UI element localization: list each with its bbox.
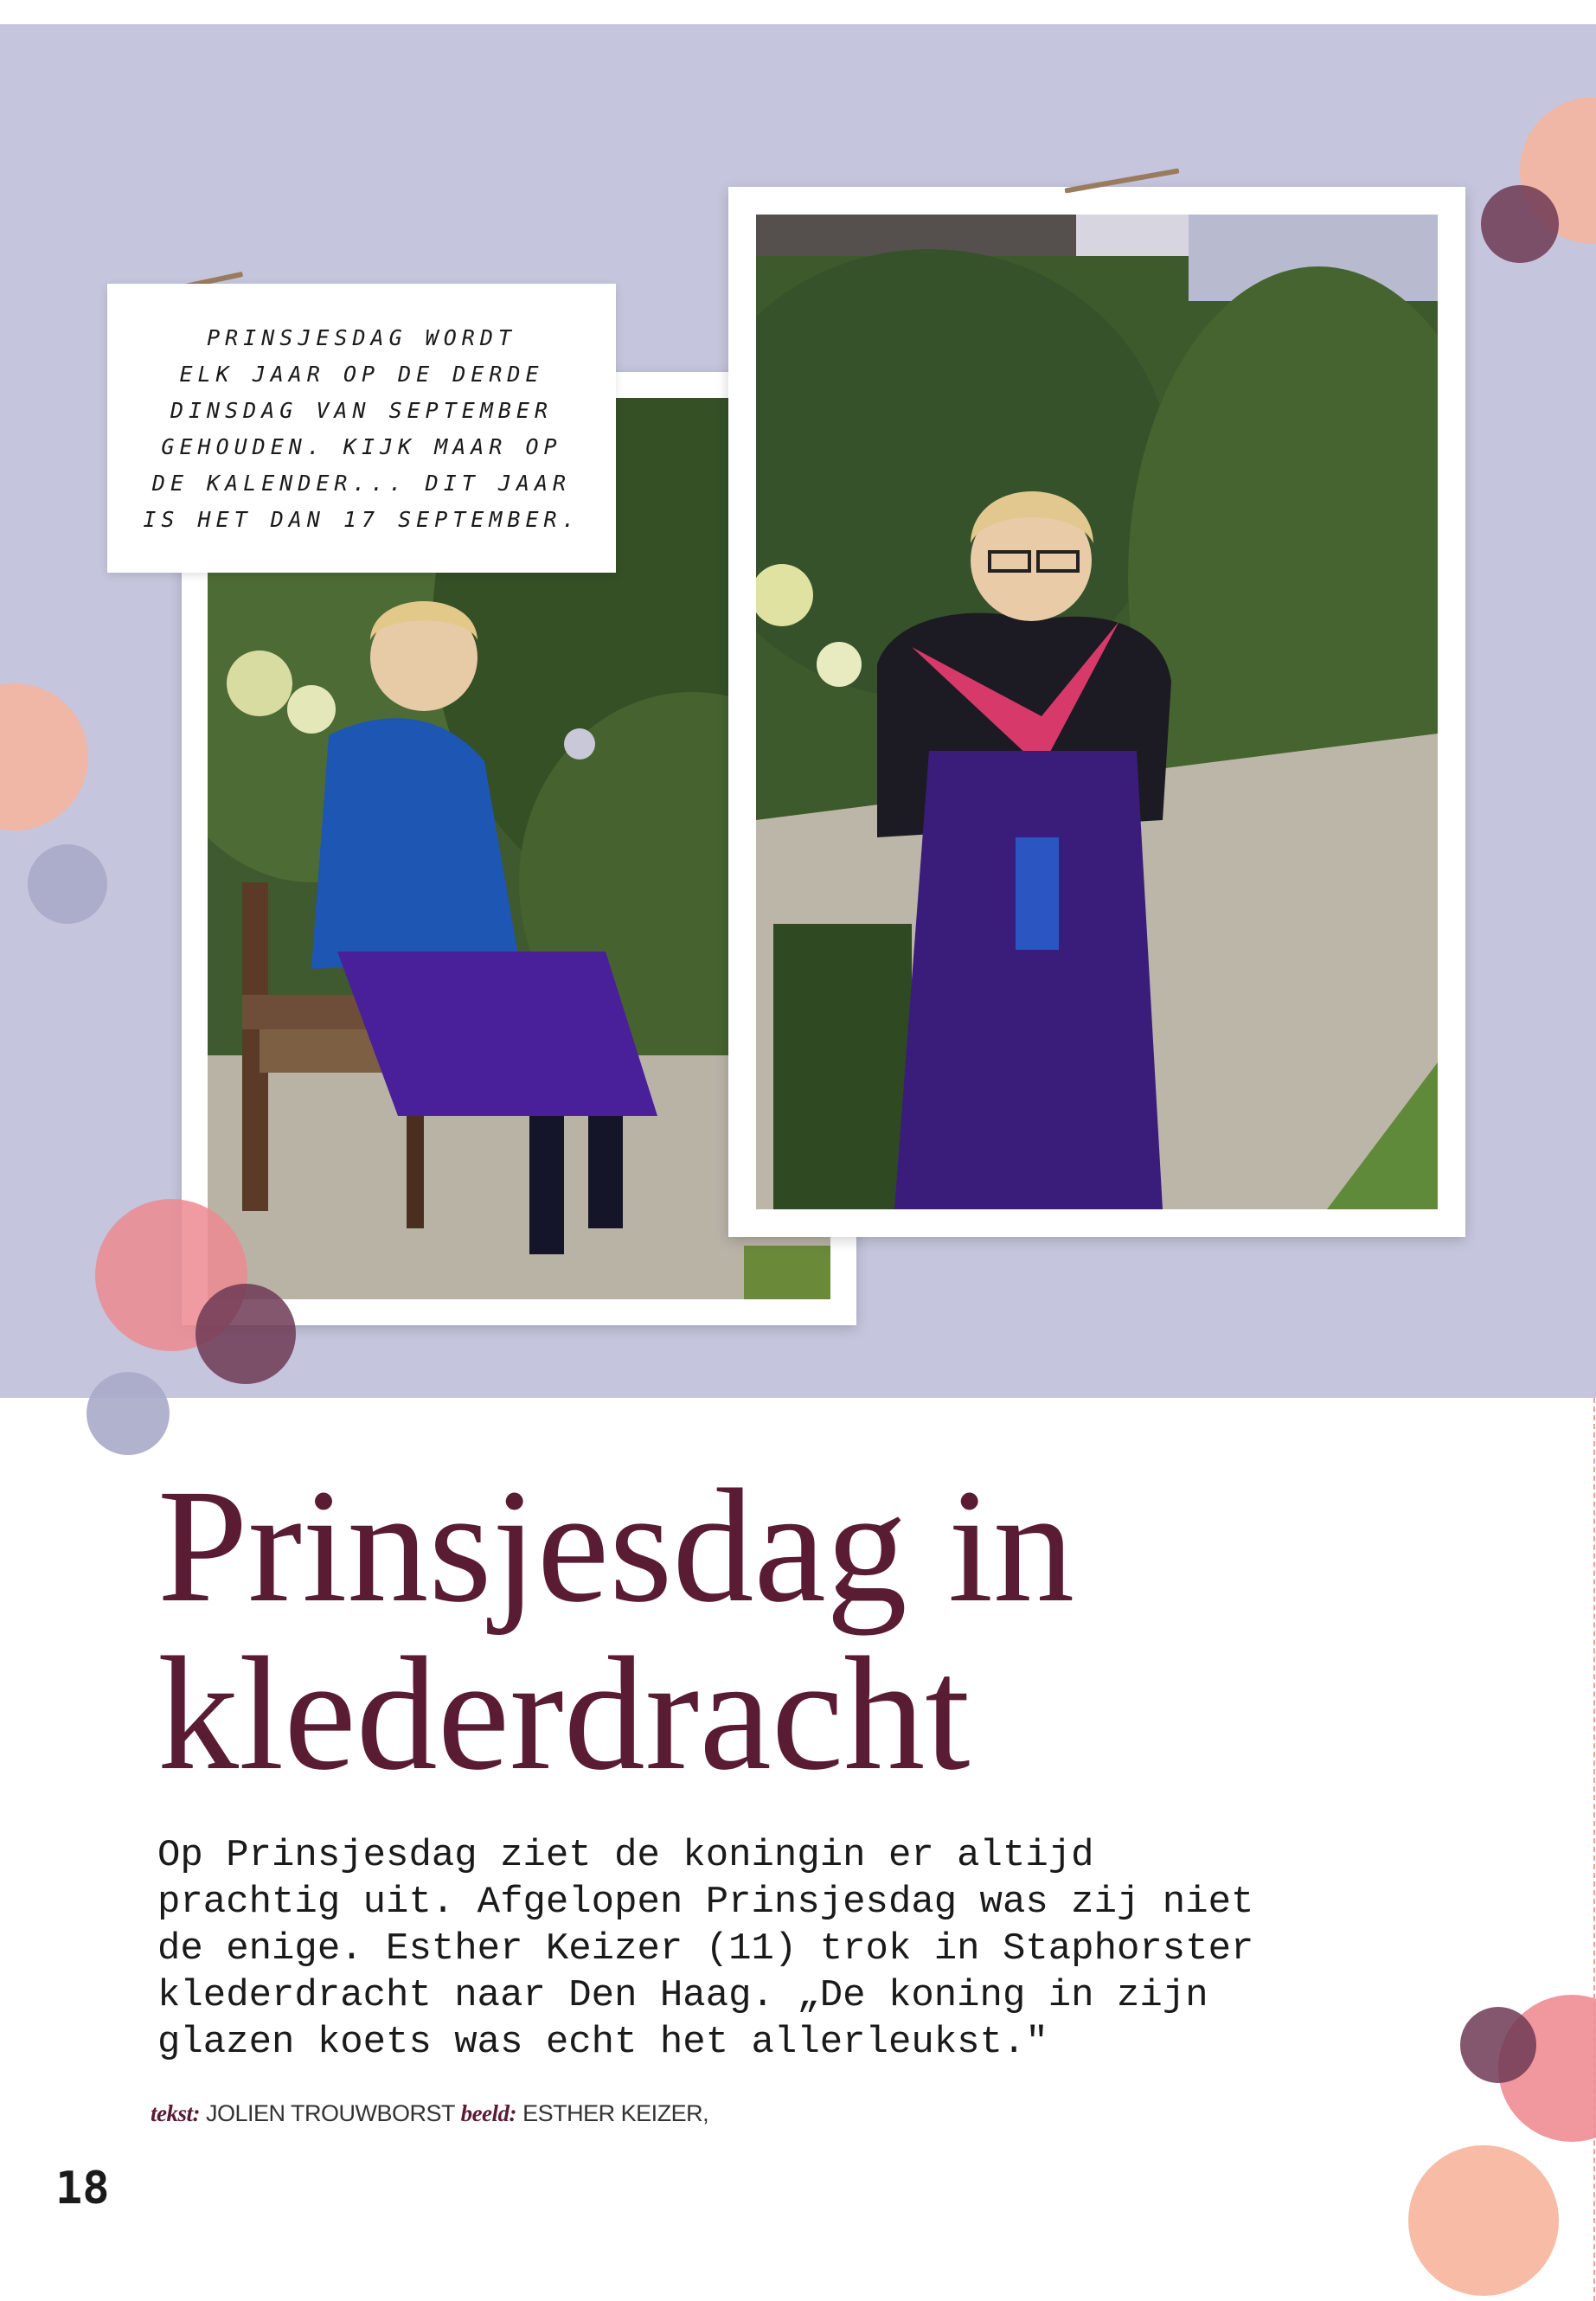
peach-dot-bottom-right (1408, 2145, 1559, 2296)
article-intro: Op Prinsjesdag ziet de koningin er altijd prachtig uit. Afgelopen Prinsjesdag was zij niet de enige. Esther Keizer (11) trok in Staphorster klederdracht naar Den Haag. „De koning in zijn glazen koets was echt het allerleukst." (157, 1834, 1254, 2064)
plum-dot-bottom-right (1460, 2007, 1536, 2083)
headline-line-1: Prinsjesdag in (157, 1455, 1075, 1636)
lilac-dot-left (28, 844, 107, 924)
article-credits (151, 2100, 708, 2127)
plum-dot-top-right (1481, 185, 1559, 263)
credit-image-value: ESTHER KEIZER, (522, 2100, 709, 2126)
credit-text-label: tekst: (151, 2100, 200, 2126)
credit-text-value: JOLIEN TROUWBORST (206, 2100, 455, 2126)
top-strip (0, 0, 1596, 24)
lilac-dot-bottom-left (87, 1372, 170, 1455)
page-number: 18 (55, 2163, 110, 2214)
photo-frame-standing (728, 187, 1465, 1237)
credit-image-label: beeld: (460, 2100, 517, 2126)
headline-line-2: klederdracht (157, 1623, 971, 1804)
plum-dot-left-photo (195, 1284, 296, 1384)
photo-girl-standing-in-costume (756, 215, 1438, 1209)
info-note-text: PRINSJESDAG WORDT ELK JAAR OP DE DERDE DINSDAG VAN SEPTEMBER GEHOUDEN. KIJK MAAR OP DE KALENDER... DIT JAAR IS HET DAN 17 SEPTEMBER. (143, 325, 580, 532)
info-note-card (107, 284, 616, 573)
dashed-page-edge (1593, 1398, 1595, 2301)
article-headline (157, 1455, 1455, 1804)
